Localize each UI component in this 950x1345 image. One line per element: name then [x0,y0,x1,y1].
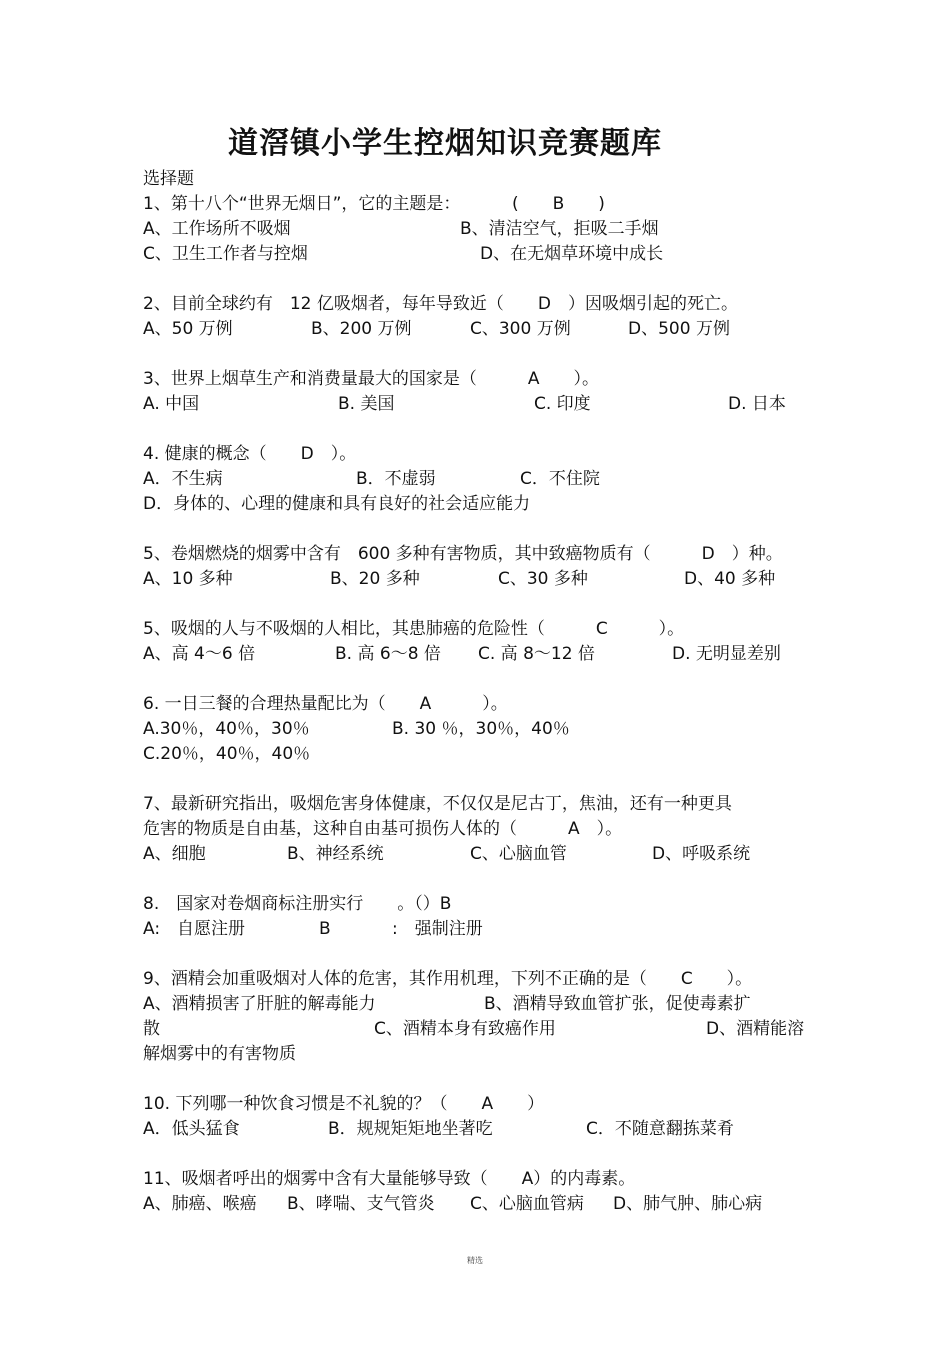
question-8-option-a: A: 自愿注册 [143,919,246,939]
question-6-option-b: B. 30 ％，30％，40％ [392,719,570,739]
question-5a-option-d: D、40 多种 [684,569,776,589]
question-10-option-a: A．低头猛食 [143,1119,240,1139]
question-5b-option-c: C. 高 8～12 倍 [478,644,595,664]
question-3-option-b: B. 美国 [338,394,395,414]
question-5a-option-b: B、20 多种 [330,569,420,589]
question-11-option-a: A、肺癌、喉癌 [143,1194,257,1214]
question-4-option-b: B．不虚弱 [356,469,436,489]
question-11-option-c: C、心脑血管病 [470,1194,584,1214]
page-footer: 精选 [467,1256,483,1265]
question-1-option-c: C、卫生工作者与控烟 [143,244,308,264]
question-9-option-a: A、酒精损害了肝脏的解毒能力 [143,994,376,1014]
question-6-option-a: A.30％，40％，30％ [143,719,310,739]
question-5a: 5、卷烟燃烧的烟雾中含有 600 多种有害物质，其中致癌物质有（ D ）种。 [143,544,783,564]
question-9-option-c: C、酒精本身有致癌作用 [374,1019,556,1039]
question-10: 10. 下列哪一种饮食习惯是不礼貌的？（ A ） [143,1094,545,1114]
question-10-option-c: C．不随意翻拣菜肴 [586,1119,734,1139]
question-1: 1、第十八个“世界无烟日”，它的主题是： [143,194,461,214]
question-5b-option-d: D. 无明显差别 [672,644,781,664]
question-1-option-b: B、清洁空气，拒吸二手烟 [460,219,659,239]
question-3-option-a: A. 中国 [143,394,200,414]
question-5a-option-a: A、10 多种 [143,569,233,589]
question-7-line-1: 7、最新研究指出，吸烟危害身体健康，不仅仅是尼古丁，焦油，还有一种更具 [143,794,732,814]
question-8-option-b-text: : 强制注册 [392,919,483,939]
question-3-option-d: D. 日本 [728,394,786,414]
question-7-option-b: B、神经系统 [287,844,384,864]
question-6-option-c: C.20％，40％，40％ [143,744,311,764]
question-5b: 5、吸烟的人与不吸烟的人相比，其患肺癌的危险性（ C ）。 [143,619,685,639]
section-heading: 选择题 [143,169,194,189]
question-2: 2、目前全球约有 12 亿吸烟者，每年导致近（ D ）因吸烟引起的死亡。 [143,294,738,314]
question-2-option-a: A、50 万例 [143,319,233,339]
question-5b-option-b: B. 高 6～8 倍 [335,644,441,664]
question-1-option-a: A、工作场所不吸烟 [143,219,291,239]
question-8: 8. 国家对卷烟商标注册实行 。（）B [143,894,452,914]
question-11: 11、吸烟者呼出的烟雾中含有大量能够导致（ A）的内毒素。 [143,1169,636,1189]
question-7-option-d: D、呼吸系统 [652,844,751,864]
page-title: 道滘镇小学生控烟知识竞赛题库 [228,126,662,161]
question-1-answer: ( B ) [512,194,605,214]
question-7-line-2: 危害的物质是自由基，这种自由基可损伤人体的（ A ）。 [143,819,623,839]
question-5a-option-c: C、30 多种 [498,569,588,589]
question-9-option-d: D、酒精能溶 [706,1019,805,1039]
question-9-option-d-cont: 解烟雾中的有害物质 [143,1044,296,1064]
question-2-option-c: C、300 万例 [470,319,571,339]
question-4-option-a: A．不生病 [143,469,223,489]
question-3: 3、世界上烟草生产和消费量最大的国家是（ A ）。 [143,369,599,389]
question-5b-option-a: A、高 4～6 倍 [143,644,256,664]
question-4-option-c: C．不住院 [520,469,600,489]
question-4: 4. 健康的概念（ D ）。 [143,444,357,464]
question-9-option-b-cont: 散 [143,1019,160,1039]
question-11-option-d: D、肺气肿、肺心病 [613,1194,763,1214]
question-10-option-b: B．规规矩矩地坐著吃 [328,1119,493,1139]
question-1-option-d: D、在无烟草环境中成长 [480,244,664,264]
question-6: 6. 一日三餐的合理热量配比为（ A ）。 [143,694,508,714]
question-4-option-d: D．身体的、心理的健康和具有良好的社会适应能力 [143,494,531,514]
question-11-option-b: B、哮喘、支气管炎 [287,1194,435,1214]
question-8-option-b: B [319,919,331,939]
question-2-option-b: B、200 万例 [311,319,412,339]
question-3-option-c: C. 印度 [534,394,591,414]
question-7-option-a: A、细胞 [143,844,206,864]
question-2-option-d: D、500 万例 [628,319,730,339]
question-7-option-c: C、心脑血管 [470,844,567,864]
question-9: 9、酒精会加重吸烟对人体的危害，其作用机理，下列不正确的是（ C ）。 [143,969,753,989]
question-9-option-b: B、酒精导致血管扩张，促使毒素扩 [484,994,751,1014]
